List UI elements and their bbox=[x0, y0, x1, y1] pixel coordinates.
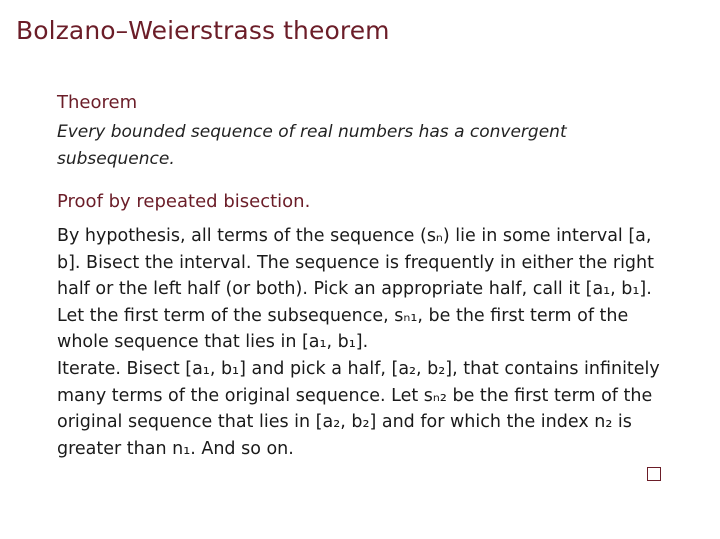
proof-body bbox=[57, 223, 677, 462]
theorem-title: Theorem bbox=[57, 92, 138, 113]
theorem-statement: Every bounded sequence of real numbers has a convergent subsequence. bbox=[57, 122, 567, 169]
proof-paragraph-2: Iterate. Bisect [a₁, b₁] and pick a half, [a₂, b₂], that contains infinitely many terms of the original sequence. Let sₙ₂ be the first term of the original sequence that lies in [a₂, b₂] and for which the index n₂ is greater than n₁. And so on. bbox=[57, 358, 660, 459]
proof-title: Proof by repeated bisection. bbox=[57, 191, 311, 212]
slide-title: Bolzano–Weierstrass theorem bbox=[16, 16, 390, 45]
qed-square-icon bbox=[647, 467, 661, 481]
proof-paragraph-1: By hypothesis, all terms of the sequence (sₙ) lie in some interval [a, b]. Bisect the interval. The sequence is frequently in either the right half or the left half (or both). Pick an appropriate half, call it [a₁, b₁]. Let the first term of the subsequence, sₙ₁, be the first term of the whole sequence that lies in [a₁, b₁]. bbox=[57, 226, 654, 353]
